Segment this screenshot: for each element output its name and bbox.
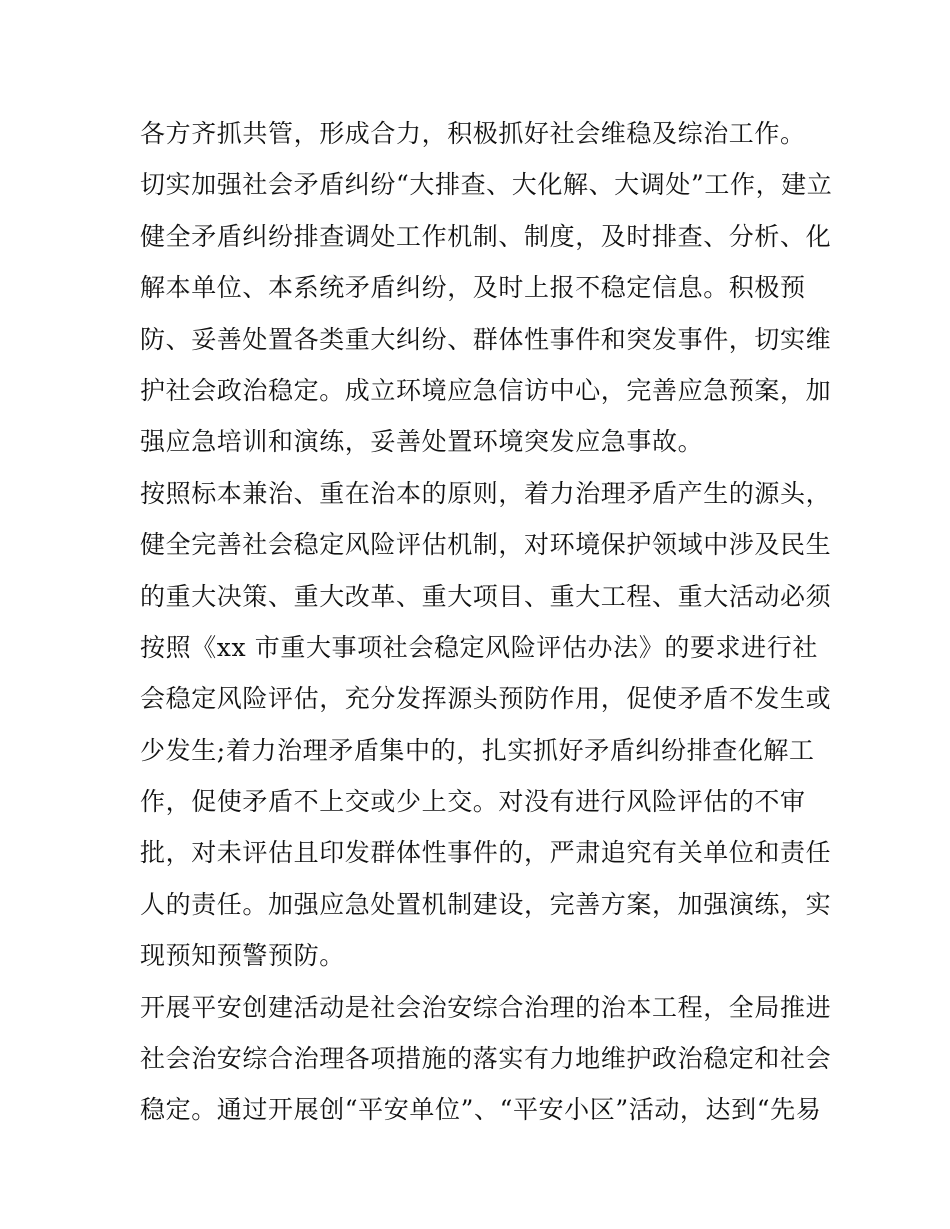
text-line: 按照标本兼治、重在治本的原则，着力治理矛盾产生的源头，: [140, 478, 832, 508]
text-line: 防、妥善处置各类重大纠纷、群体性事件和突发事件，切实维: [140, 324, 832, 354]
text-line: 健全矛盾纠纷排查调处工作机制、制度，及时排查、分析、化: [140, 221, 832, 251]
text-line: 开展平安创建活动是社会治安综合治理的治本工程，全局推进: [140, 992, 832, 1022]
text-line: 人的责任。加强应急处置机制建设，完善方案，加强演练，实: [140, 889, 832, 919]
text-line: 批，对未评估且印发群体性事件的，严肃追究有关单位和责任: [140, 838, 832, 868]
text-line: 作，促使矛盾不上交或少上交。对没有进行风险评估的不审: [140, 787, 806, 817]
text-line: 现预知预警预防。: [140, 941, 345, 971]
text-line: 切实加强社会矛盾纠纷“大排查、大化解、大调处”工作，建立: [140, 170, 833, 200]
text-line: 会稳定风险评估，充分发挥源头预防作用，促使矛盾不发生或: [140, 684, 832, 714]
text-line: 的重大决策、重大改革、重大项目、重大工程、重大活动必须: [140, 581, 832, 611]
text-line: 健全完善社会稳定风险评估机制，对环境保护领域中涉及民生: [140, 530, 832, 560]
text-line: 少发生;着力治理矛盾集中的，扎实抓好矛盾纠纷排查化解工: [140, 735, 815, 765]
paragraph: [140, 159, 833, 467]
paragraph: [140, 468, 832, 982]
paragraph: [140, 108, 820, 159]
text-line: 各方齐抓共管，形成合力，积极抓好社会维稳及综治工作。: [140, 119, 806, 148]
text-line: 护社会政治稳定。成立环境应急信访中心，完善应急预案，加: [140, 375, 832, 405]
text-line: 社会治安综合治理各项措施的落实有力地维护政治稳定和社会: [140, 1044, 832, 1074]
text-line: 解本单位、本系统矛盾纠纷，及时上报不稳定信息。积极预: [140, 273, 806, 303]
document-body: [140, 108, 833, 1136]
text-line: 稳定。通过开展创“平安单位”、“平安小区”活动，达到“先易: [140, 1095, 822, 1125]
text-line: 按照《xx 市重大事项社会稳定风险评估办法》的要求进行社: [140, 632, 818, 662]
text-line: 强应急培训和演练，妥善处置环境突发应急事故。: [140, 427, 704, 457]
paragraph: [140, 982, 832, 1136]
